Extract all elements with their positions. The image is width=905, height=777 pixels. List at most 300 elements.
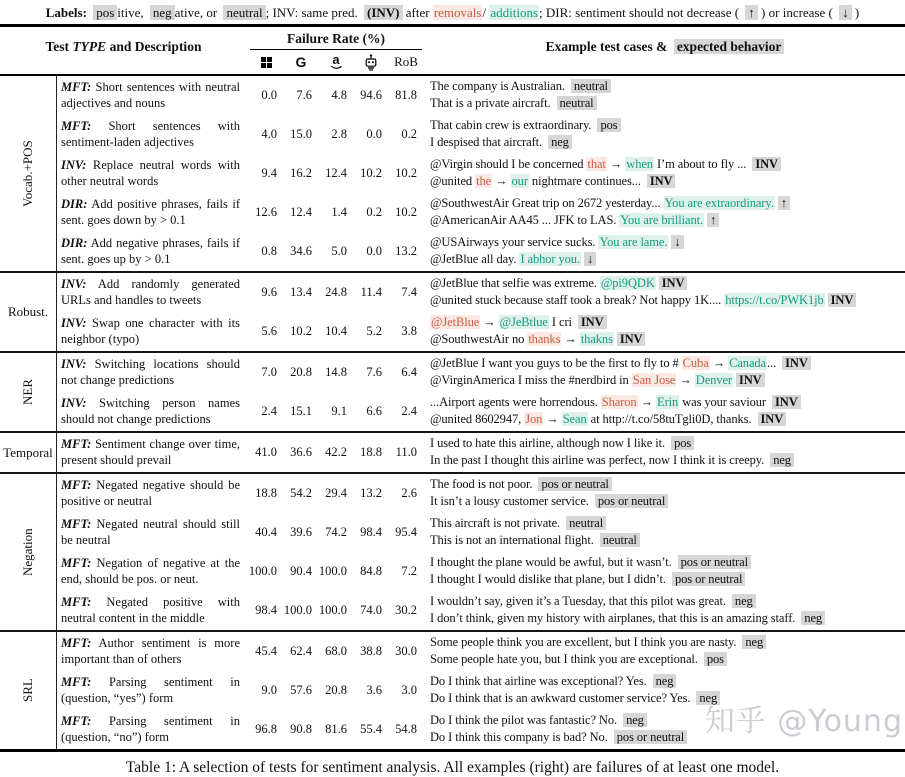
test-row xyxy=(57,273,905,312)
text-segment: INV xyxy=(647,174,676,188)
text-segment: neg xyxy=(653,674,677,688)
failure-rate-value: 90.8 xyxy=(290,721,312,736)
text-segment: MFT: xyxy=(61,478,92,492)
example-cell xyxy=(422,634,905,668)
text-segment: Canada xyxy=(729,356,767,370)
text-segment: neg xyxy=(732,594,756,608)
text-segment: @JetBlue all day. xyxy=(430,252,520,266)
failure-rate-value: 81.6 xyxy=(325,721,347,736)
example-line xyxy=(430,134,903,151)
failure-rate-value: 0.0 xyxy=(261,87,277,102)
text-segment: @JetBlue that selfie was extreme. xyxy=(430,276,600,290)
failure-rate-value: 100.0 xyxy=(318,563,347,578)
text-segment: That cabin crew is extraordinary. xyxy=(430,118,595,132)
text-segment: @pi9QDK xyxy=(600,276,655,290)
failure-rate-value: 74.2 xyxy=(325,524,347,539)
test-description xyxy=(57,635,247,667)
test-row xyxy=(57,193,905,232)
text-segment: at http://t.co/58tuTgli0D, thanks. xyxy=(587,412,755,426)
failure-rate-value: 100.0 xyxy=(283,602,312,617)
failure-rate-value: 55.4 xyxy=(360,721,382,736)
failure-rate-value: 15.0 xyxy=(290,126,312,141)
test-description xyxy=(57,79,247,111)
text-segment: Sentiment change over time, present should prevail xyxy=(61,437,240,467)
test-description xyxy=(57,118,247,150)
text-segment: that xyxy=(587,157,606,171)
text-segment: Do I think that airline was exceptional? Yes. xyxy=(430,674,650,688)
failure-rate-value: 7.6 xyxy=(366,364,382,379)
text-segment: This is not an international flight. xyxy=(430,533,597,547)
failure-rate-value: 5.2 xyxy=(366,323,382,338)
test-description xyxy=(57,276,247,308)
failure-rate-value: 54.8 xyxy=(395,721,417,736)
group-rows xyxy=(57,474,905,630)
example-line xyxy=(430,651,903,668)
text-segment: / xyxy=(482,5,490,20)
failure-rate-value: 81.8 xyxy=(395,87,417,102)
example-line xyxy=(430,452,903,469)
failure-rate-value: 2.4 xyxy=(401,403,417,418)
text-segment: (INV) xyxy=(364,5,403,20)
text-segment: thakns xyxy=(580,332,613,346)
failure-rate-value: 20.8 xyxy=(290,364,312,379)
failure-rate-value: 36.6 xyxy=(290,444,312,459)
text-segment: Denver xyxy=(695,373,732,387)
table-body xyxy=(0,76,905,749)
example-line xyxy=(430,690,903,707)
text-segment: INV: xyxy=(61,396,87,410)
text-segment: Negated neutral should still be neutral xyxy=(61,517,240,547)
failure-rate-value: 62.4 xyxy=(290,643,312,658)
header-test-type-description xyxy=(0,30,247,55)
header-failure-rate xyxy=(247,30,425,74)
text-segment: Replace neutral words with other neutral words xyxy=(61,158,240,188)
test-group-vocab-pos xyxy=(0,76,905,271)
text-segment: @AmericanAir AA45 ... JFK to LAS. xyxy=(430,213,620,227)
model-icons-row xyxy=(247,50,425,74)
text-segment: Add positive phrases, fails if sent. goes down by > 0.1 xyxy=(61,197,240,227)
microsoft-windows-icon xyxy=(249,51,284,73)
group-rows xyxy=(57,353,905,431)
text-segment: It isn’t a lousy customer service. xyxy=(430,494,592,508)
text-segment: You are brilliant. xyxy=(620,213,704,227)
failure-rate-value: 16.2 xyxy=(290,165,312,180)
text-segment: Some people think you are excellent, but I think you are nasty. xyxy=(430,635,740,649)
failure-rate-value: 6.6 xyxy=(366,403,382,418)
example-line xyxy=(430,554,903,571)
failure-rate-value: 13.2 xyxy=(395,243,417,258)
text-segment: Author sentiment is more important than of others xyxy=(61,636,240,666)
text-segment: neutral xyxy=(557,96,597,110)
text-segment: ative, or xyxy=(174,5,221,20)
text-segment: MFT: xyxy=(61,80,92,94)
text-segment: Add negative phrases, fails if sent. goes up by > 0.1 xyxy=(61,236,240,266)
google-g-icon: G xyxy=(295,54,307,70)
example-line xyxy=(430,156,903,173)
failure-rate-value: 40.4 xyxy=(255,524,277,539)
text-segment: neg xyxy=(770,453,794,467)
test-description xyxy=(57,157,247,189)
text-segment: ↑ xyxy=(778,196,790,210)
failure-rate-value: 34.6 xyxy=(290,243,312,258)
test-group-negation xyxy=(0,472,905,630)
failure-rate-value: 0.2 xyxy=(401,126,417,141)
failure-rate-value: 5.0 xyxy=(331,243,347,258)
text-segment: Sharon xyxy=(601,395,637,409)
text-segment: This aircraft is not private. xyxy=(430,516,564,530)
text-segment: Negated positive with neutral content in the middle xyxy=(61,595,240,625)
example-line xyxy=(430,411,903,428)
text-segment: @SouthwestAir Great trip on 2672 yesterday... xyxy=(430,196,664,210)
text-segment: @JetBlue I want you guys to be the first to fly to # xyxy=(430,356,682,370)
example-line xyxy=(430,571,903,588)
text-segment: → xyxy=(709,356,729,370)
failure-rate-value: 38.8 xyxy=(360,643,382,658)
text-segment: @USAirways your service sucks. xyxy=(430,235,599,249)
example-cell xyxy=(422,117,905,151)
text-segment: ↑ xyxy=(745,5,758,20)
text-segment: neg xyxy=(801,611,825,625)
example-line xyxy=(430,515,903,532)
text-segment: expected behavior xyxy=(674,39,785,54)
test-row xyxy=(57,513,905,552)
text-segment: neutral xyxy=(571,79,611,93)
text-segment: → xyxy=(492,174,511,188)
test-row xyxy=(57,232,905,271)
text-segment: ; DIR: sentiment should not decrease ( xyxy=(539,5,743,20)
example-line xyxy=(430,476,903,493)
test-row xyxy=(57,671,905,710)
text-segment: The company is Australian. xyxy=(430,79,568,93)
failure-rate-value: 29.4 xyxy=(325,485,347,500)
example-line xyxy=(430,593,903,610)
group-label: NER xyxy=(0,353,57,431)
text-segment: @SouthwestAir no xyxy=(430,332,528,346)
example-line xyxy=(430,532,903,549)
group-rows xyxy=(57,433,905,472)
text-segment: neg xyxy=(742,635,766,649)
text-segment: Add randomly generated URLs and handles to tweets xyxy=(61,277,240,307)
text-segment: nightmare continues... xyxy=(528,174,644,188)
text-segment: Do I think this company is bad? No. xyxy=(430,730,611,744)
failure-rate-value: 10.4 xyxy=(325,323,347,338)
text-segment: ↑ xyxy=(707,213,719,227)
failure-rate-value: 100.0 xyxy=(248,563,277,578)
failure-rate-value: 9.1 xyxy=(331,403,347,418)
example-cell xyxy=(422,515,905,549)
example-line xyxy=(430,493,903,510)
text-segment: That is a private aircraft. xyxy=(430,96,554,110)
text-segment: I’m about to fly ... xyxy=(653,157,750,171)
test-row xyxy=(57,433,905,472)
failure-rate-value: 39.6 xyxy=(290,524,312,539)
example-cell xyxy=(422,593,905,627)
table-caption: Table 1: A selection of tests for sentiment analysis. All examples (right) are failures of at least one model. xyxy=(125,759,780,776)
test-row xyxy=(57,632,905,671)
failure-rate-value: 94.6 xyxy=(360,87,382,102)
failure-rate-value: 15.1 xyxy=(290,403,312,418)
example-line xyxy=(430,292,903,309)
failure-rate-value: 57.6 xyxy=(290,682,312,697)
text-segment: I thought I would dislike that plane, but I didn’t. xyxy=(430,572,669,586)
example-cell xyxy=(422,275,905,309)
test-row xyxy=(57,392,905,431)
text-segment: MFT: xyxy=(61,437,92,451)
failure-rate-value: 9.4 xyxy=(261,165,277,180)
group-label: Negation xyxy=(0,474,57,630)
test-row xyxy=(57,115,905,154)
example-line xyxy=(430,95,903,112)
text-segment: pos or neutral xyxy=(538,477,611,491)
failure-rate-value: 18.8 xyxy=(360,444,382,459)
failure-rate-value: 7.4 xyxy=(401,284,417,299)
group-label: Vocab.+POS xyxy=(0,76,57,271)
failure-rate-value: 18.8 xyxy=(255,485,277,500)
text-segment: ...Airport agents were horrendous. xyxy=(430,395,601,409)
failure-rate-value: 0.0 xyxy=(366,243,382,258)
example-line xyxy=(430,314,903,331)
text-segment: DIR: xyxy=(61,197,88,211)
failure-rate-value: 4.8 xyxy=(331,87,347,102)
failure-rate-value: 96.8 xyxy=(255,721,277,736)
text-segment: Parsing sentiment in (question, “no”) form xyxy=(61,714,240,744)
group-label: Temporal xyxy=(0,433,57,472)
failure-rate-value: 4.0 xyxy=(261,126,277,141)
failure-rate-value: 13.4 xyxy=(290,284,312,299)
test-row xyxy=(57,591,905,630)
text-segment: @VirginAmerica I miss the #nerdbird in xyxy=(430,373,632,387)
failure-rate-title: Failure Rate (%) xyxy=(287,31,385,46)
amazon-smile-icon xyxy=(330,65,343,70)
failure-rate-value: 10.2 xyxy=(290,323,312,338)
text-segment: and Description xyxy=(106,39,202,54)
text-segment: I despised that aircraft. xyxy=(430,135,546,149)
text-segment: Jon xyxy=(525,412,543,426)
failure-rate-value: 54.2 xyxy=(290,485,312,500)
text-segment: TYPE xyxy=(72,39,107,54)
text-segment: Erin xyxy=(657,395,679,409)
failure-rate-value: 12.6 xyxy=(255,204,277,219)
text-segment: INV xyxy=(772,395,801,409)
test-row xyxy=(57,552,905,591)
text-segment: INV: xyxy=(61,357,87,371)
test-description xyxy=(57,555,247,587)
failure-rate-value: 2.6 xyxy=(401,485,417,500)
text-segment: Switching person names should not change predictions xyxy=(61,396,240,426)
text-segment: INV xyxy=(617,332,646,346)
failure-rate-value: 30.2 xyxy=(395,602,417,617)
test-row xyxy=(57,474,905,513)
text-segment: → xyxy=(637,395,657,409)
failure-rate-value: 10.2 xyxy=(395,165,417,180)
test-row xyxy=(57,154,905,193)
group-rows xyxy=(57,273,905,351)
example-line xyxy=(430,251,903,268)
text-segment: I don’t think, given my history with airplanes, that this is an amazing staff. xyxy=(430,611,799,625)
text-segment: → xyxy=(543,412,562,426)
text-segment: itive, xyxy=(117,5,147,20)
text-segment: → xyxy=(676,373,695,387)
text-segment: pos xyxy=(671,436,694,450)
text-segment: after xyxy=(402,5,433,20)
failure-rate-value: 95.4 xyxy=(395,524,417,539)
example-cell xyxy=(422,554,905,588)
test-group-srl xyxy=(0,630,905,749)
text-segment: The food is not poor. xyxy=(430,477,536,491)
text-segment: ↓ xyxy=(584,252,596,266)
failure-rate-value: 13.2 xyxy=(360,485,382,500)
text-segment: pos xyxy=(93,5,117,20)
text-segment: pos or neutral xyxy=(614,730,687,744)
test-description xyxy=(57,516,247,548)
failure-rate-value: 2.8 xyxy=(331,126,347,141)
text-segment: neg xyxy=(548,135,572,149)
text-segment: San Jose xyxy=(632,373,676,387)
text-segment: → xyxy=(561,332,580,346)
failure-rate-value: 7.2 xyxy=(401,563,417,578)
text-segment: our xyxy=(511,174,528,188)
text-segment: I abhor you. xyxy=(520,252,580,266)
failure-rate-value: 1.4 xyxy=(331,204,347,219)
text-segment: I thought the plane would be awful, but it wasn’t. xyxy=(430,555,675,569)
test-description xyxy=(57,356,247,388)
text-segment: Short sentences with neutral adjectives and nouns xyxy=(61,80,240,110)
test-description xyxy=(57,674,247,706)
example-line xyxy=(430,331,903,348)
text-segment: neutral xyxy=(566,516,606,530)
example-cell xyxy=(422,673,905,707)
failure-rate-value: 20.8 xyxy=(325,682,347,697)
group-label: Robust. xyxy=(0,273,57,351)
failure-rate-value: 100.0 xyxy=(318,602,347,617)
text-segment: I wouldn’t say, given it’s a Tuesday, that this pilot was great. xyxy=(430,594,729,608)
failure-rate-value: 24.8 xyxy=(325,284,347,299)
text-segment: You are lame. xyxy=(599,235,668,249)
bert-robot-icon xyxy=(354,51,389,73)
text-segment: @JeBtlue xyxy=(499,315,548,329)
text-segment: INV: xyxy=(61,316,87,330)
example-line xyxy=(430,234,903,251)
example-cell xyxy=(422,355,905,389)
failure-rate-value: 45.4 xyxy=(255,643,277,658)
text-segment: ) xyxy=(851,5,860,20)
text-segment: MFT: xyxy=(61,556,92,570)
text-segment: INV xyxy=(578,315,607,329)
text-segment: INV xyxy=(782,356,811,370)
text-segment: pos or neutral xyxy=(595,494,668,508)
text-segment: Short sentences with sentiment-laden adjectives xyxy=(61,119,240,149)
test-group-ner xyxy=(0,351,905,431)
text-segment: MFT: xyxy=(61,595,92,609)
text-segment: Swap one character with its neighbor (typo) xyxy=(61,316,240,346)
test-row xyxy=(57,312,905,351)
failure-rate-value: 9.0 xyxy=(261,682,277,697)
text-segment: INV xyxy=(659,276,688,290)
text-segment: Example test cases & xyxy=(545,39,671,54)
failure-rate-value: 74.0 xyxy=(360,602,382,617)
failure-rate-value: 0.2 xyxy=(366,204,382,219)
text-segment: INV xyxy=(758,412,787,426)
text-segment: DIR: xyxy=(61,236,88,250)
test-description xyxy=(57,436,247,468)
test-description xyxy=(57,594,247,626)
test-description xyxy=(57,235,247,267)
example-line xyxy=(430,372,903,389)
failure-rate-value: 9.6 xyxy=(261,284,277,299)
text-segment: ↓ xyxy=(839,5,852,20)
text-segment: → xyxy=(606,157,626,171)
failure-rate-value: 98.4 xyxy=(255,602,277,617)
text-segment: You are extraordinary. xyxy=(664,196,774,210)
failure-rate-value: 7.0 xyxy=(261,364,277,379)
failure-rate-value: 12.4 xyxy=(290,204,312,219)
failure-rate-value: 0.8 xyxy=(261,243,277,258)
failure-rate-value: 84.8 xyxy=(360,563,382,578)
text-segment: pos xyxy=(597,118,620,132)
text-segment: I cri xyxy=(548,315,575,329)
text-segment: MFT: xyxy=(61,517,92,531)
text-segment: Do I think that is an awkward customer service? Yes. xyxy=(430,691,694,705)
example-line xyxy=(430,212,903,229)
table-header xyxy=(0,27,905,74)
failure-rate-value: 90.4 xyxy=(290,563,312,578)
text-segment: → xyxy=(480,315,499,329)
text-segment: the xyxy=(476,174,492,188)
example-line xyxy=(430,435,903,452)
failure-rate-value: 11.4 xyxy=(360,284,382,299)
example-line xyxy=(430,117,903,134)
failure-rate-value: 5.6 xyxy=(261,323,277,338)
text-segment: Some people hate you, but I think you are exceptional. xyxy=(430,652,701,666)
example-cell xyxy=(422,394,905,428)
failure-rate-value: 11.0 xyxy=(395,444,417,459)
example-cell xyxy=(422,314,905,348)
text-segment: MFT: xyxy=(61,675,92,689)
example-line xyxy=(430,712,903,729)
example-cell xyxy=(422,476,905,510)
example-cell xyxy=(422,712,905,746)
header-example-test-cases xyxy=(425,30,905,55)
failure-rate-value: 41.0 xyxy=(255,444,277,459)
text-segment: INV xyxy=(828,293,857,307)
failure-rate-value: 10.2 xyxy=(395,204,417,219)
text-segment: https://t.co/PWK1jb xyxy=(725,293,824,307)
text-segment: pos or neutral xyxy=(678,555,751,569)
text-segment: pos xyxy=(704,652,727,666)
example-line xyxy=(430,355,903,372)
example-line xyxy=(430,394,903,411)
text-segment: neg xyxy=(696,691,720,705)
example-line xyxy=(430,275,903,292)
text-segment: when xyxy=(626,157,653,171)
watermark: 知乎 @Young xyxy=(704,704,903,739)
roberta-label: RoB xyxy=(394,54,418,69)
test-description xyxy=(57,713,247,745)
example-line xyxy=(430,78,903,95)
text-segment: ; INV: same pred. xyxy=(265,5,362,20)
example-line xyxy=(430,610,903,627)
text-segment: @united 8602947, xyxy=(430,412,525,426)
text-segment: Do I think the pilot was fantastic? No. xyxy=(430,713,621,727)
text-segment: Cuba xyxy=(682,356,709,370)
failure-rate-value: 68.0 xyxy=(325,643,347,658)
example-line xyxy=(430,729,903,746)
example-line xyxy=(430,173,903,190)
failure-rate-value: 98.4 xyxy=(360,524,382,539)
example-cell xyxy=(422,195,905,229)
text-segment: neg xyxy=(623,713,647,727)
failure-rate-value: 30.0 xyxy=(395,643,417,658)
